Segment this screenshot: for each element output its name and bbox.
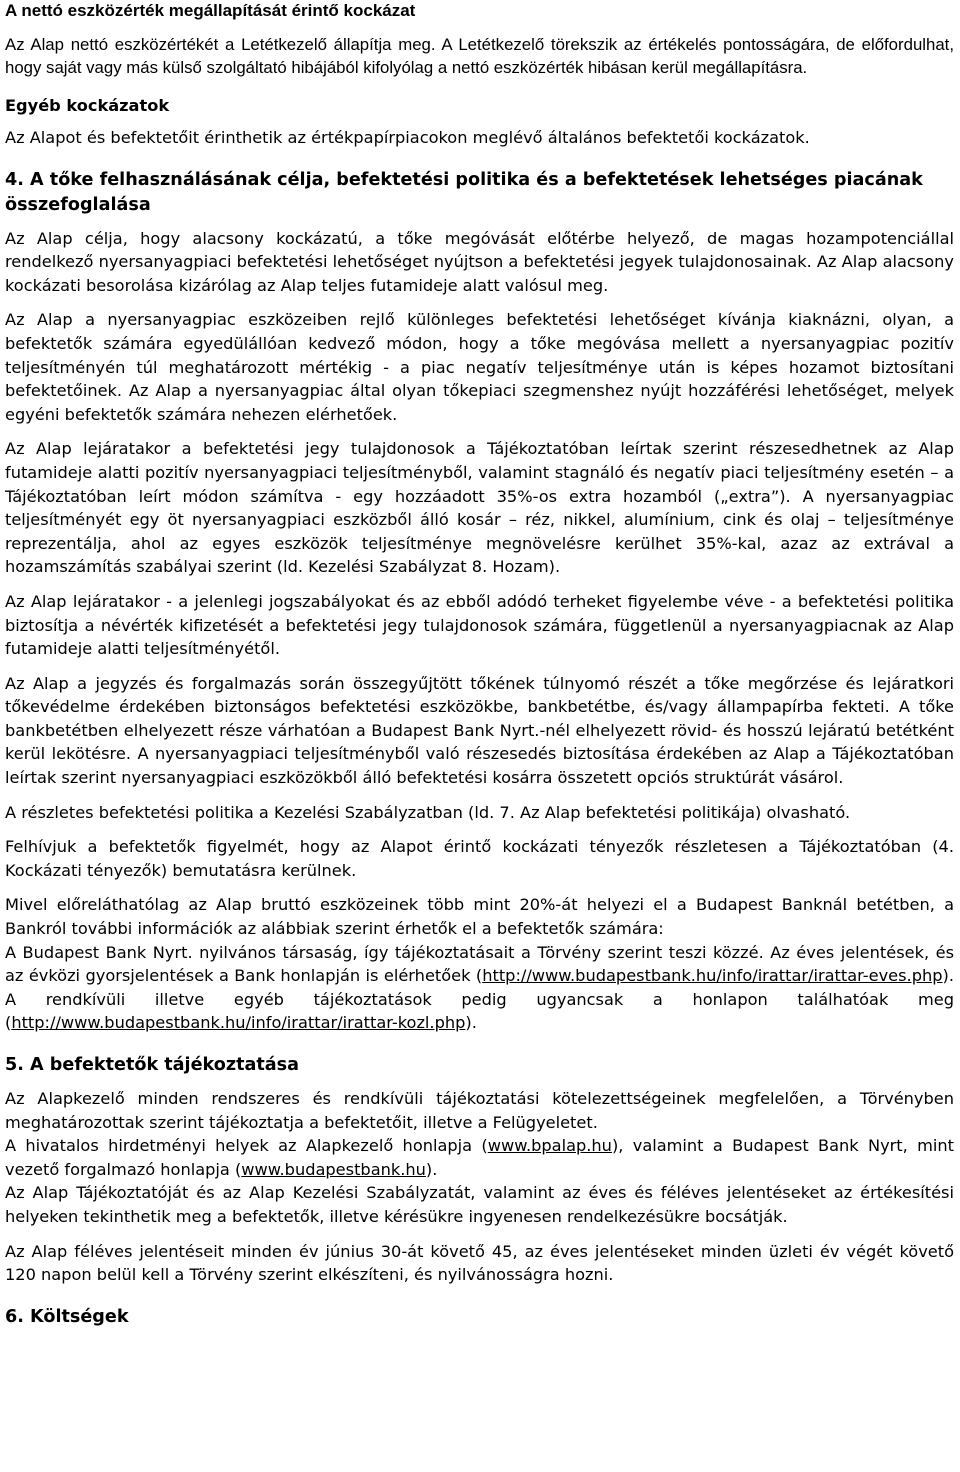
section-heading-other-risks: Egyéb kockázatok [5, 96, 170, 115]
section-heading-nav-risk: A nettó eszközérték megállapítását érintő kockázat [5, 1, 416, 20]
text-segment: ), valamint a Budapest Bank Nyrt, mint vezető forgalmazó honlapja ( [5, 1136, 954, 1179]
paragraph-5-1c: Az Alap Tájékoztatóját és az Alap Kezelési Szabályzatát, valamint az éves és féléves jelentéseket az értékesítési helyeken tekinthetik meg a befektetők, illetve kérésükre ingyenesen rendelkezésükre bocsátják. [5, 1183, 954, 1226]
paragraph-4-1: Az Alap célja, hogy alacsony kockázatú, a tőke megóvását előtérbe helyező, de magas hozampotenciállal rendelkező nyersanyagpiaci befektetési lehetőséget nyújtson a befektetési jegyek tulajdonosainak. Az Alap alacsony kockázati besorolása kizárólag az Alap teljes futamideje alatt valósul meg. [5, 228, 954, 295]
paragraph-5-1a: Az Alapkezelő minden rendszeres és rendkívüli tájékoztatási kötelezettségeinek megfelelően, a Törvényben meghatározottak szerint tájékoztatja a befektetőit, illetve a Felügyeletet. [5, 1089, 954, 1132]
paragraph-4-4: Az Alap lejáratakor - a jelenlegi jogszabályokat és az ebből adódó terheket figyelembe véve - a befektetési politika biztosítja a névérték kifizetését a befektetési jegy tulajdonosok számára, függetlenül a nyersanyagpiacnak az Alap futamideje alatti teljesítményétől. [5, 591, 954, 659]
paragraph-4-8b [5, 941, 954, 1035]
link-budapestbank-eves[interactable]: http://www.budapestbank.hu/info/irattar/irattar-eves.php [482, 966, 943, 986]
paragraph-4-8a: Mivel előreláthatólag az Alap bruttó eszközeinek több mint 20%-át helyezi el a Budapest Banknál betétben, a Bankról további információk az alábbiak szerint érhetők el a befektetők számára: [5, 895, 954, 939]
text-segment: ). A rendkívüli illetve egyéb tájékoztatások pedig ugyancsak a honlapon találhatóak meg ( [5, 966, 954, 1033]
text-segment: A hivatalos hirdetményi helyek az Alapkezelő honlapja ( [5, 1136, 488, 1156]
paragraph-4-6: A részletes befektetési politika a Kezelési Szabályzatban (ld. 7. Az Alap befektetési politikája) olvasható. [5, 802, 851, 822]
link-budapestbank-kozl[interactable]: http://www.budapestbank.hu/info/irattar/irattar-kozl.php [11, 1013, 466, 1033]
text-segment: A Budapest Bank Nyrt. nyilvános társaság, így tájékoztatásait a Törvény szerint teszi közzé. Az éves jelentések, és az évközi gyorsjelentések a Bank honlapján is elérhetőek ( [5, 942, 954, 986]
paragraph-nav-risk: Az Alap nettó eszközértékét a Letétkezelő állapítja meg. A Letétkezelő törekszik az értékelés pontosságára, de előfordulhat, hogy saját vagy más külső szolgáltató hibájából kifolyólag a nettó eszközérték hibásan kerül megállapításra. [5, 35, 954, 77]
paragraph-4-7: Felhívjuk a befektetők figyelmét, hogy az Alapot érintő kockázati tényezők részletesen a Tájékoztatóban (4. Kockázati tényezők) bemutatásra kerülnek. [5, 837, 954, 880]
text-segment: ). [465, 1013, 477, 1033]
section-heading-5: 5. A befektetők tájékoztatása [5, 1055, 299, 1075]
paragraph-4-2: Az Alap a nyersanyagpiac eszközeiben rejlő különleges befektetési lehetőséget kívánja kiaknázni, olyan, a befektetők számára egyedülállóan kedvező módon, hogy a tőke megóvása mellett a nyersanyagpiac pozitív teljesítményén túl meghatározott mértékig - a piac negatív teljesítménye után is képes hozamot biztosítani befektetőinek. Az Alap a nyersanyagpiac által olyan tőkepiaci szegmenshez nyújt hozzáférési lehetőséget, melyek egyéni befektetők számára nehezen elérhetőek. [5, 310, 954, 424]
text-segment: ). [425, 1159, 438, 1179]
paragraph-other-risks: Az Alapot és befektetőit érinthetik az értékpapírpiacokon meglévő általános befektetői kockázatok. [5, 128, 810, 147]
link-bpalap[interactable]: www.bpalap.hu [487, 1136, 612, 1156]
paragraph-4-3: Az Alap lejáratakor a befektetési jegy tulajdonosok a Tájékoztatóban leírtak szerint részesedhetnek az Alap futamideje alatti pozitív nyersanyagpiaci teljesítményből, valamint stagnáló és negatív piaci teljesítmény esetén – a Tájékoztatóban leírt módon számítva - egy hozzáadott 35%-os extra hozamból („extra”). A nyersanyagpiac teljesítményét egy öt nyersanyagpiaci eszközből álló kosár – réz, nikkel, alumínium, cink és olaj – teljesítménye reprezentálja, ahol az egyes eszközök teljesítménye megnövelésre kerülhet 35%-kal, azaz az extrával a hozamszámítás szabályai szerint (ld. Kezelési Szabályzat 8. Hozam). [5, 439, 954, 577]
section-heading-6: 6. Költségek [5, 1306, 129, 1327]
link-budapestbank[interactable]: www.budapestbank.hu [241, 1159, 426, 1179]
paragraph-5-2: Az Alap féléves jelentéseit minden év június 30-át követő 45, az éves jelentéseket minden üzleti év végét követő 120 napon belül kell a Törvény szerint elkészíteni, és nyilvánosságra hozni. [5, 1241, 954, 1285]
paragraph-4-5: Az Alap a jegyzés és forgalmazás során összegyűjtött tőkének túlnyomó részét a tőke megőrzése és lejáratkori tőkevédelme érdekében biztonságos befektetési eszközökbe, bankbetétbe, és/vagy állampapírba fekteti. A tőke bankbetétben elhelyezett része várhatóan a Budapest Bank Nyrt.-nél elhelyezett rövid- és hosszú lejáratú betétként kerül lekötésre. A nyersanyagpiaci teljesítményből való részesedés biztosítása érdekében az Alap a Tájékoztatóban leírtak szerint nyersanyagpiaci eszközökből álló befektetési kosárra összetett opciós struktúrát vásárol. [5, 673, 954, 788]
paragraph-5-1b [5, 1134, 954, 1181]
section-heading-4: 4. A tőke felhasználásának célja, befektetési politika és a befektetések lehetséges piacának összefoglalása [5, 169, 923, 215]
